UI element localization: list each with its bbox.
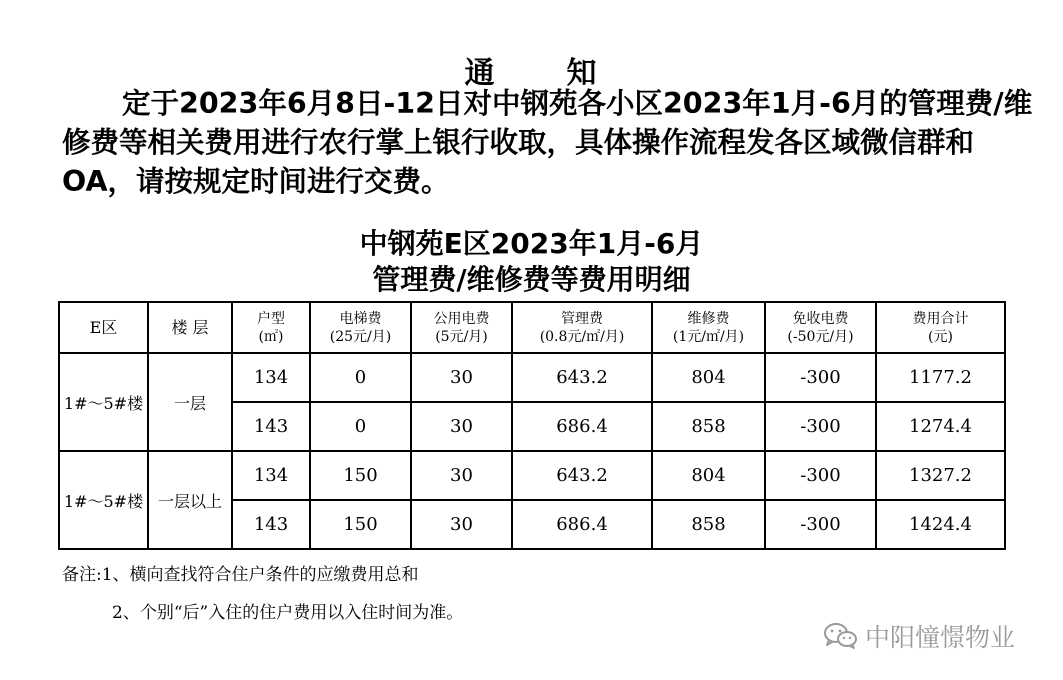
table-cell: -300: [765, 451, 876, 500]
table-cell: 858: [652, 500, 765, 549]
notice-title-right: 知: [566, 56, 599, 91]
wechat-icon: [823, 622, 859, 650]
table-row: [59, 353, 1005, 402]
table-cell: 643.2: [512, 353, 652, 402]
header-public-electricity: 公用电费 (5元/月): [411, 302, 512, 353]
watermark: [823, 618, 1015, 654]
note-1: 备注:1、横向查找符合住户条件的应缴费用总和: [62, 565, 419, 585]
floor-cell: 一层: [148, 353, 232, 451]
table-cell: 30: [411, 353, 512, 402]
table-cell: 134: [232, 353, 310, 402]
table-cell: 30: [411, 402, 512, 451]
header-total: 费用合计 (元): [876, 302, 1005, 353]
header-maintenance-fee: 维修费 (1元/㎡/月): [652, 302, 765, 353]
floor-cell: 一层以上: [148, 451, 232, 549]
table-title-line2: 管理费/维修费等费用明细: [372, 263, 691, 296]
table-cell: 1177.2: [876, 353, 1005, 402]
table-cell: 1424.4: [876, 500, 1005, 549]
table-cell: 143: [232, 402, 310, 451]
table-cell: 30: [411, 451, 512, 500]
table-cell: 0: [310, 353, 411, 402]
table-cell: 150: [310, 451, 411, 500]
notice-body: [62, 84, 1033, 201]
table-cell: 643.2: [512, 451, 652, 500]
zone-cell: 1#～5#楼: [59, 353, 148, 451]
table-cell: -300: [765, 353, 876, 402]
table-row: [59, 451, 1005, 500]
table-cell: 858: [652, 402, 765, 451]
table-cell: 30: [411, 500, 512, 549]
table-cell: -300: [765, 500, 876, 549]
table-cell: 134: [232, 451, 310, 500]
header-unit-type: 户型 (㎡): [232, 302, 310, 353]
header-management-fee: 管理费 (0.8元/㎡/月): [512, 302, 652, 353]
note-2: 2、个别“后”入住的住户费用以入住时间为准。: [112, 603, 464, 623]
notice-line: 定于2023年6月8日-12日对中钢苑各小区2023年1月-6月的管理费/维: [122, 87, 1033, 120]
table-title-line1: 中钢苑E区2023年1月-6月: [359, 227, 704, 260]
zone-cell: 1#～5#楼: [59, 451, 148, 549]
header-elevator-fee: 电梯费 (25元/月): [310, 302, 411, 353]
header-electricity-waiver: 免收电费 (-50元/月): [765, 302, 876, 353]
table-cell: 150: [310, 500, 411, 549]
table-cell: 0: [310, 402, 411, 451]
header-zone: E区: [59, 302, 148, 353]
notice-line: OA，请按规定时间进行交费。: [62, 165, 450, 198]
table-cell: 686.4: [512, 500, 652, 549]
notice-title-left: 通: [464, 56, 497, 91]
table-cell: 1274.4: [876, 402, 1005, 451]
table-cell: 143: [232, 500, 310, 549]
table-cell: 686.4: [512, 402, 652, 451]
table-cell: 1327.2: [876, 451, 1005, 500]
watermark-text: 中阳憧憬物业: [865, 623, 1016, 652]
fee-table: [58, 301, 1006, 550]
notice-line: 修费等相关费用进行农行掌上银行收取，具体操作流程发各区域微信群和: [62, 126, 975, 159]
table-cell: -300: [765, 402, 876, 451]
table-cell: 804: [652, 451, 765, 500]
header-floor: 楼 层: [148, 302, 232, 353]
table-cell: 804: [652, 353, 765, 402]
table-header-row: [59, 302, 1005, 353]
